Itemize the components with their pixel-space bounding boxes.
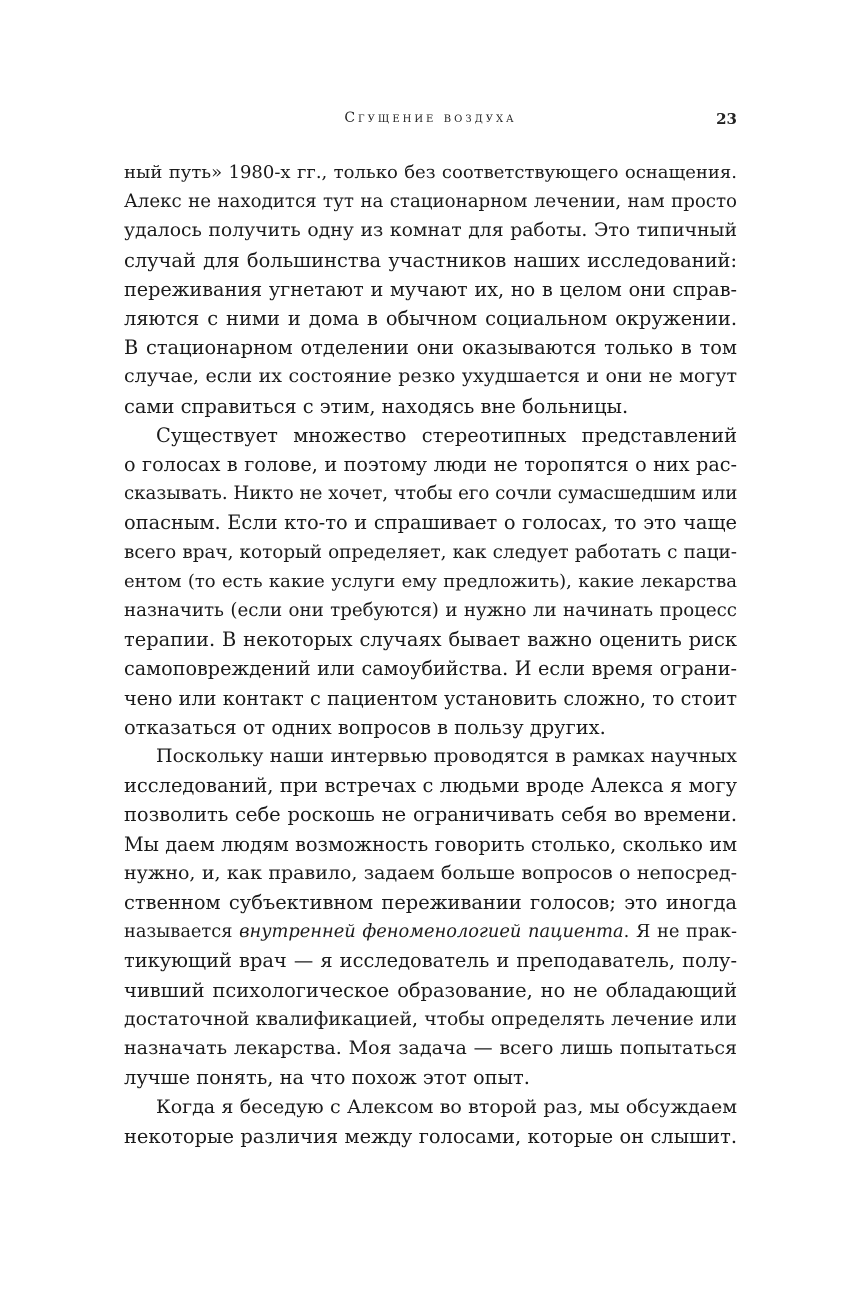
text-line: сами справиться с этим, находясь вне больницы.: [124, 394, 629, 418]
text-line: случае, если их состояние резко ухудшается и они не могут: [124, 365, 737, 388]
text-line: Когда я беседую с Алексом во второй раз, мы обсуждаем: [156, 1095, 737, 1118]
text-line: достаточной квалификацией, чтобы определять лечение или: [124, 1008, 737, 1030]
text-line: нужно, и, как правило, задаем больше вопросов о непосред-: [124, 861, 737, 884]
paragraph-4: [124, 1093, 737, 1151]
text-line: ный путь» 1980-х гг., только без соответствующего оснащения.: [124, 162, 737, 183]
text-line: Существует множество стереотипных представлений: [156, 423, 737, 447]
text-line: терапии. В некоторых случаях бывает важно оценить риск: [124, 628, 737, 652]
italic-term: внутренней феноменологией пациента: [239, 921, 624, 943]
text-line: ляются с ними и дома в обычном социальном окружении.: [124, 307, 737, 331]
text-line: назначать лекарства. Моя задача — всего лишь попытаться: [124, 1037, 737, 1060]
paragraph-3: [124, 742, 737, 1092]
paragraph-1: [124, 158, 737, 421]
text-line: В стационарном отделении они оказываются только в том: [124, 336, 737, 360]
running-head-title: Сгущение воздуха: [344, 110, 517, 126]
text-fragment: . Я не прак-: [623, 921, 737, 943]
page-number: 23: [716, 110, 737, 128]
text-line: опасным. Если кто-то и спрашивает о голосах, то это чаще: [124, 511, 737, 535]
text-line: отказаться от одних вопросов в пользу других.: [124, 715, 606, 739]
running-header: [124, 110, 737, 134]
text-line: всего врач, который определяет, как следует работать с паци-: [124, 541, 737, 563]
text-line: о голосах в голове, и поэтому люди не торопятся о них рас-: [124, 453, 737, 477]
text-line: лучше понять, на что похож этот опыт.: [124, 1066, 530, 1090]
text-line: чено или контакт с пациентом установить сложно, то стоит: [124, 686, 737, 710]
body-text: [124, 158, 737, 1151]
text-line: сказывать. Никто не хочет, чтобы его сочли сумасшедшим или: [124, 483, 737, 505]
text-line: исследований, при встречах с людьми вроде Алекса я могу: [124, 774, 737, 798]
text-line: переживания угнетают и мучают их, но в целом они справ-: [124, 277, 737, 301]
text-line: Мы даем людям возможность говорить столько, сколько им: [124, 832, 737, 856]
text-line: Алекс не находится тут на стационарном лечении, нам просто: [124, 191, 737, 213]
text-line: позволить себе роскошь не ограничивать себя во времени.: [124, 803, 737, 827]
text-line: ентом (то есть какие услуги ему предложить), какие лекарства: [124, 570, 737, 592]
text-line: ственном субъективном переживании голосов; это иногда: [124, 891, 737, 915]
text-fragment: называется: [124, 921, 240, 943]
text-line: назначить (если они требуются) и нужно ли начинать процесс: [124, 600, 737, 622]
paragraph-2: [124, 421, 737, 742]
text-line-with-italic: [124, 917, 737, 946]
text-line: некоторые различия между голосами, которые он слышит.: [124, 1124, 737, 1148]
text-line: самоповреждений или самоубийства. И если время ограни-: [124, 657, 737, 681]
text-line: чивший психологическое образование, но не обладающий: [124, 978, 737, 1002]
text-line: Поскольку наши интервью проводятся в рамках научных: [156, 745, 737, 768]
text-line: тикующий врач — я исследователь и преподаватель, полу-: [124, 949, 737, 973]
text-line: удалось получить одну из комнат для работы. Это типичный: [124, 220, 737, 242]
text-line: случай для большинства участников наших исследований:: [124, 248, 737, 272]
